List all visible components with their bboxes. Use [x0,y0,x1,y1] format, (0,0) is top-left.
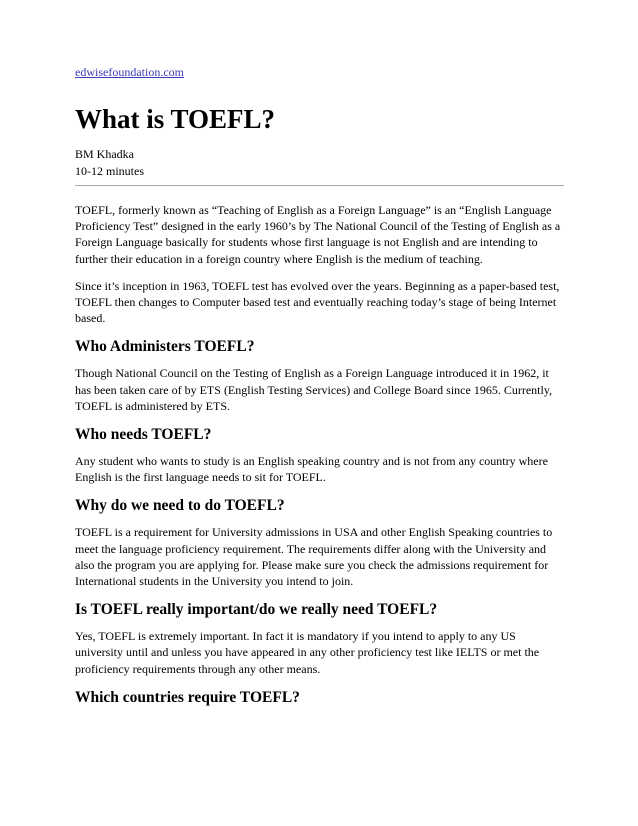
section-heading: Why do we need to do TOEFL? [75,497,285,515]
paragraph: Though National Council on the Testing of English as a Foreign Language introduced it in 1962, it has been taken care of by ETS (English Testing Services) and College Board since 1965. Currently, TOEFL is administered by ETS. [75,366,553,413]
page-title: What is TOEFL? [75,104,276,134]
paragraph: Any student who wants to study is an English speaking country and is not from any country where English is the first language needs to sit for TOEFL. [75,454,548,485]
section-heading: Who needs TOEFL? [75,426,212,444]
section-heading: Is TOEFL really important/do we really need TOEFL? [75,601,438,619]
author-name: BM Khadka [75,147,134,161]
read-time: 10-12 minutes [75,164,144,178]
paragraph: TOEFL, formerly known as “Teaching of English as a Foreign Language” is an “English Language Proficiency Test” designed in the early 1960’s by The National Council of the Testing of English as a Foreign Language basically for students whose first language is not English and are intending to further their education in a foreign country where English is the medium of teaching. [75,203,561,266]
section-heading: Who Administers TOEFL? [75,338,255,356]
article-body [75,202,564,716]
section-heading: Which countries require TOEFL? [75,688,300,706]
paragraph: Since it’s inception in 1963, TOEFL test has evolved over the years. Beginning as a paper-based test, TOEFL then changes to Computer based test and eventually reaching today’s stage of being Internet based. [75,278,560,326]
divider [75,185,564,186]
source-link[interactable]: edwisefoundation.com [75,65,184,79]
article-meta [75,146,144,180]
paragraph: TOEFL is a requirement for University admissions in USA and other English Speaking countries to meet the language proficiency requirement. The requirements differ along with the University and also the program you are applying for. Please make sure you check the admissions requirement for International students in the University you intend to join. [75,525,553,589]
paragraph: Yes, TOEFL is extremely important. In fact it is mandatory if you intend to apply to any US university until and unless you have appeared in any other proficiency test like IELTS or met the proficiency requirements through any other means. [75,629,540,676]
